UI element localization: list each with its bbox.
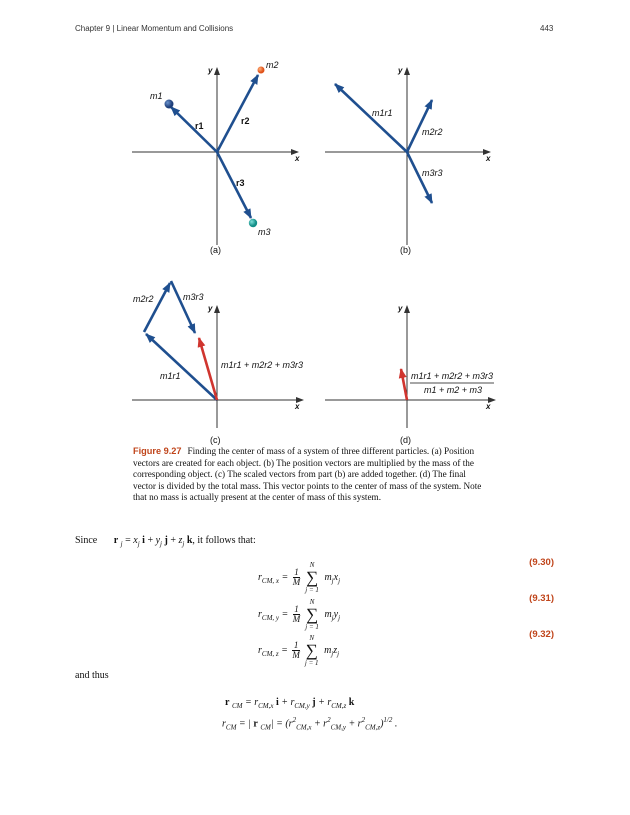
vector-center-of-mass	[401, 369, 407, 400]
label-sum: m1r1 + m2r2 + m3r3	[221, 360, 304, 370]
y-axis-label: y	[398, 66, 403, 75]
label-r1: r1	[195, 121, 204, 131]
vector-r2	[217, 75, 258, 152]
caption-text: Finding the center of mass of a system of three different particles. (a) Position vectors are created for each object. (b) The position vectors are multiplied by the mass of the corresponding object. (c) The scaled vectors from part (b) are added together. (d) The final vector is divided by the total mass. This vector points to the center of mass of the system. Note that no mass is actually present at the center of mass of this system.	[133, 446, 482, 503]
y-axis-label: y	[208, 304, 213, 313]
label-m3r3: m3r3	[422, 168, 443, 178]
vector-m2r2	[407, 100, 432, 152]
panel-label-b: (b)	[400, 245, 411, 255]
equation-number-931: (9.31)	[529, 593, 554, 604]
label-m1: m1	[150, 91, 163, 101]
panel-label-a: (a)	[210, 245, 221, 255]
equation-932: $r_{CM, z}$ = $\frac{1}{M}$ N ∑ j = 1 $m_jz_j$	[258, 634, 340, 667]
panel-c	[132, 281, 303, 445]
panel-a	[132, 60, 300, 255]
equation-number-930: (9.30)	[529, 557, 554, 568]
x-axis-label: x	[486, 402, 491, 411]
vector-r3	[217, 152, 251, 218]
label-m2: m2	[266, 60, 279, 70]
label-r3: r3	[236, 178, 245, 188]
label-denominator: m1 + m2 + m3	[424, 385, 483, 395]
vector-m2r2	[144, 283, 170, 332]
equation-930: $r_{CM, x}$ = $\frac{1}{M}$ N ∑ j = 1 $m_jx_j$	[258, 561, 341, 594]
vector-r1	[171, 107, 217, 152]
label-m2r2: m2r2	[133, 294, 154, 304]
since-prefix: Since	[75, 535, 98, 546]
mass-m3	[249, 219, 257, 227]
label-m1r1: m1r1	[372, 108, 393, 118]
equation-rcm-vector: r $_{CM} = r_{CM,x}$ $i + r_{CM,y}$ $j + r_{CM,z}$ k	[225, 697, 355, 710]
vector-m3r3	[171, 281, 195, 333]
equation-rcm-magnitude: $r_{CM}$ = | r $_{CM}| = (r^2_{CM,x} + r^2_{CM,y} + r^2_{CM,z})^{1/2}$ .	[222, 716, 398, 732]
y-axis-label: y	[208, 66, 213, 75]
label-m3: m3	[258, 227, 271, 237]
mass-m1	[165, 100, 174, 109]
equation-number-932: (9.32)	[529, 629, 554, 640]
y-axis-label: y	[398, 304, 403, 313]
label-numerator: m1r1 + m2r2 + m3r3	[411, 371, 494, 381]
label-m1r1: m1r1	[160, 371, 181, 381]
panel-label-c: (c)	[210, 435, 221, 445]
panel-label-d: (d)	[400, 435, 411, 445]
vector-m1r1	[335, 84, 407, 152]
label-r2: r2	[241, 116, 250, 126]
since-suffix: , it follows that:	[192, 535, 256, 546]
label-m3r3: m3r3	[183, 292, 204, 302]
since-line: Since r $_j = x_j$ $i + y_j$ $j + z_j$ k, it follows that:	[75, 535, 256, 548]
chapter-header: Chapter 9 | Linear Momentum and Collisions	[75, 24, 234, 33]
equation-931: $r_{CM, y}$ = $\frac{1}{M}$ N ∑ j = 1 $m_jy_j$	[258, 598, 341, 631]
x-axis-label: x	[295, 402, 300, 411]
page-number: 443	[540, 24, 554, 33]
x-axis-label: x	[486, 154, 491, 163]
panel-b	[325, 66, 491, 255]
figure-label: Figure 9.27	[133, 446, 182, 456]
and-thus: and thus	[75, 670, 109, 681]
panel-d	[325, 304, 495, 445]
figure-caption	[133, 446, 488, 504]
mass-m2	[258, 67, 265, 74]
x-axis-label: x	[295, 154, 300, 163]
label-m2r2: m2r2	[422, 127, 443, 137]
